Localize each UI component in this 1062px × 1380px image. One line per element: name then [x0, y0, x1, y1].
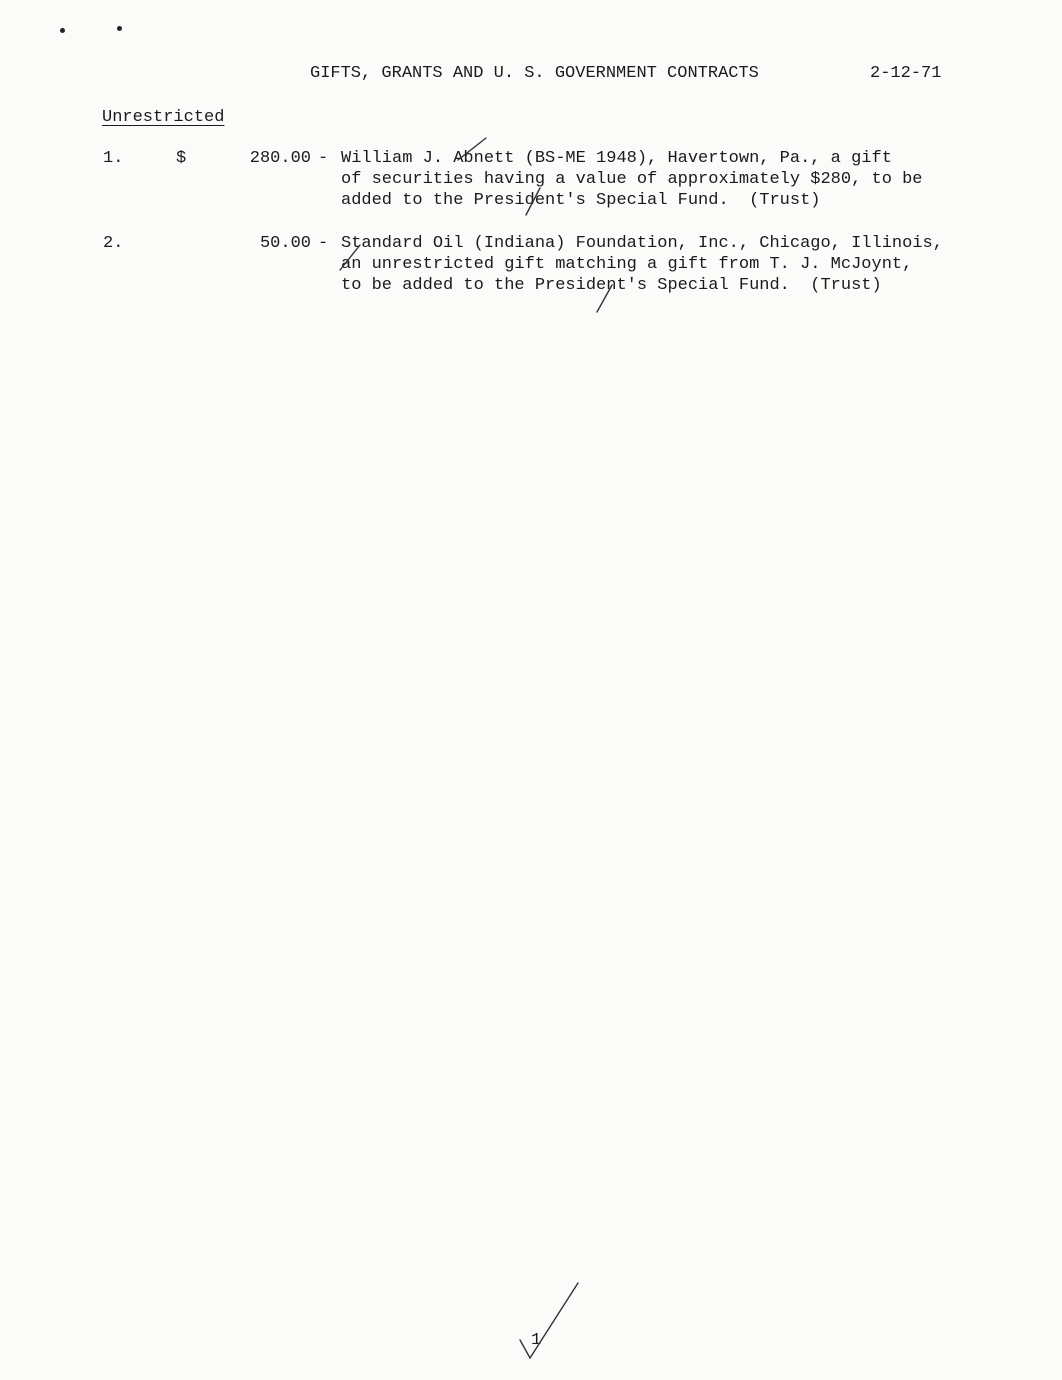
- section-heading: Unrestricted: [102, 108, 225, 127]
- entry-line: William J. Abnett (BS-ME 1948), Havertown, Pa., a gift: [341, 149, 892, 168]
- page-number: 1: [531, 1331, 542, 1350]
- entry-amount: 280.00: [249, 149, 311, 168]
- entry-line: to be added to the President's Special Fund. (Trust): [341, 276, 882, 295]
- check-mark: [340, 245, 360, 270]
- check-mark: [520, 1283, 578, 1358]
- entry-dash: -: [318, 234, 329, 253]
- document-title: GIFTS, GRANTS AND U. S. GOVERNMENT CONTRACTS: [310, 64, 759, 83]
- check-mark: [597, 285, 612, 312]
- currency-symbol: $: [176, 149, 187, 168]
- entry-line: an unrestricted gift matching a gift from T. J. McJoynt,: [341, 255, 913, 274]
- entry-number: 2.: [103, 234, 124, 253]
- document-date: 2-12-71: [870, 64, 942, 83]
- entry-number: 1.: [103, 149, 124, 168]
- entry-line: added to the President's Special Fund. (Trust): [341, 191, 821, 210]
- check-mark: [458, 138, 486, 160]
- entry-line: Standard Oil (Indiana) Foundation, Inc., Chicago, Illinois,: [341, 234, 943, 253]
- check-mark: [526, 188, 540, 215]
- entry-dash: -: [318, 149, 329, 168]
- entry-line: of securities having a value of approximately $280, to be: [341, 170, 923, 189]
- entry-amount: 50.00: [259, 234, 311, 253]
